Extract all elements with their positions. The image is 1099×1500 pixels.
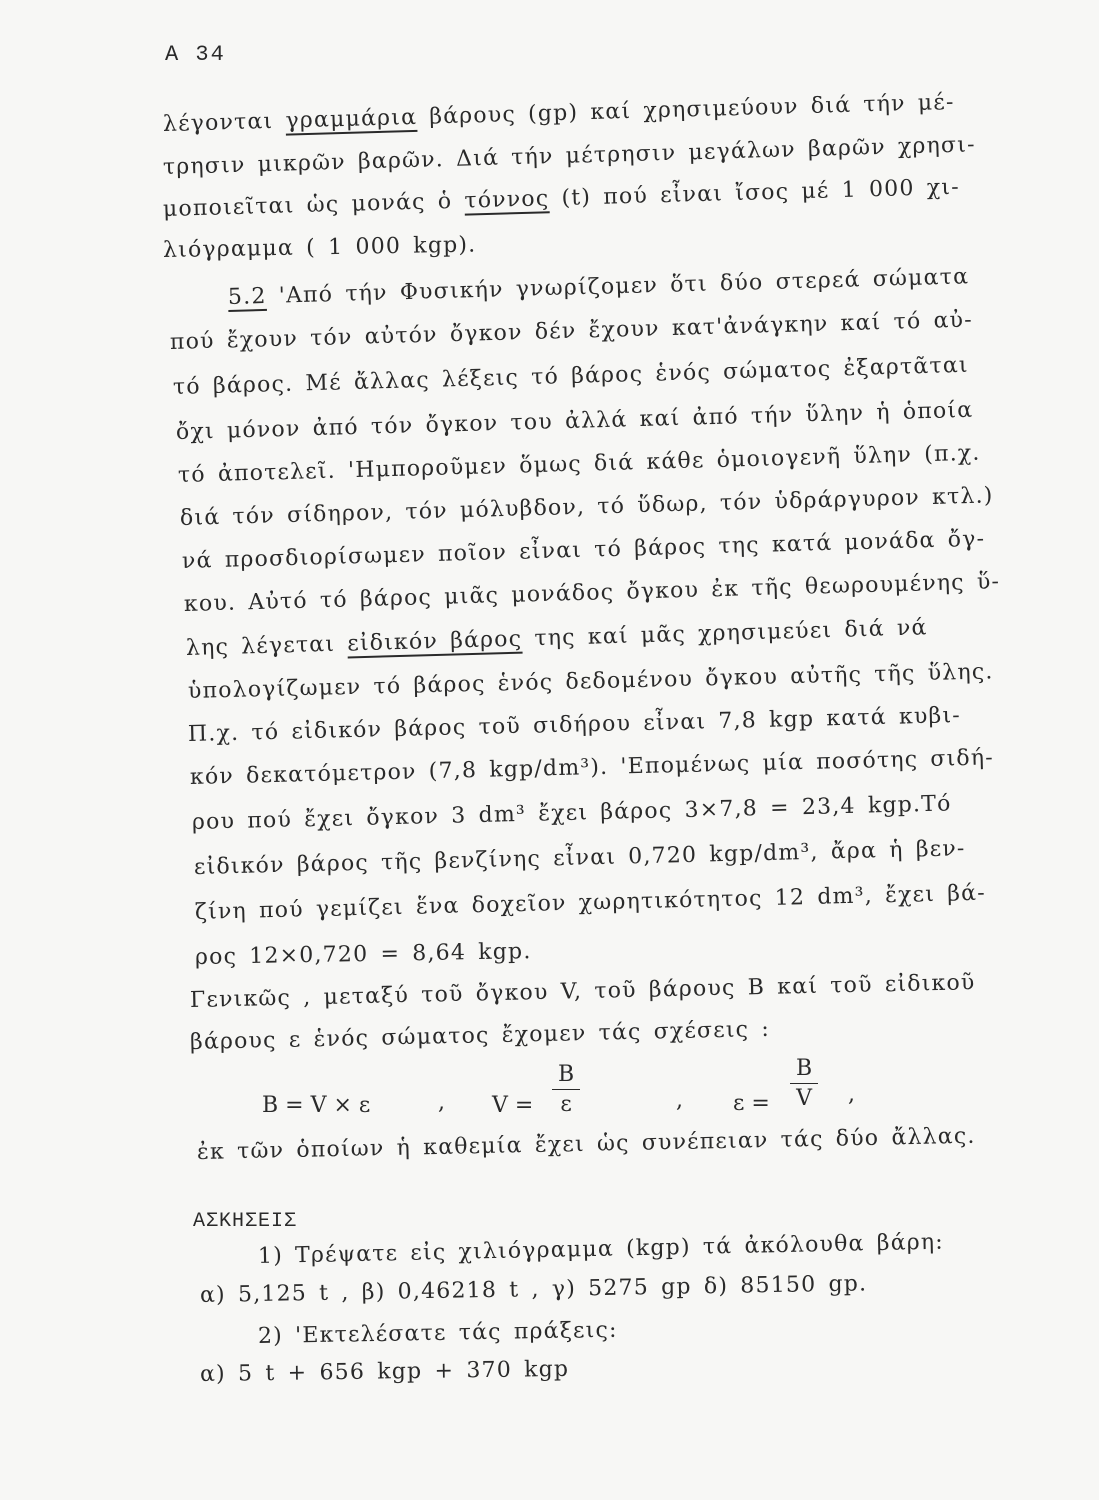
formula-v-fraction [552, 1062, 580, 1117]
text-line: τό ἀποτελεῖ. 'Ημποροῦμεν ὅμως διά κάθε ὁμοιογενῆ ὕλην (π.χ. [177, 440, 981, 488]
text-line: ζίνη πού γεμίζει ἕνα δοχεῖον χωρητικότητος 12 dm³, ἔχει βά- [194, 880, 987, 925]
formula-comma: , [438, 1090, 445, 1115]
term-tonnos: τόννος [464, 186, 550, 214]
text-span: 'Από τήν Φυσικήν γνωρίζομεν ὅτι δύο στερεά σώματα [278, 264, 970, 309]
fraction-numerator: B [552, 1062, 580, 1090]
text-line: Γενικῶς , μεταξύ τοῦ ὄγκου V, τοῦ βάρους B καί τοῦ εἰδικοῦ [189, 970, 976, 1013]
text-line [186, 615, 928, 661]
text-line: ὄχι μόνον ἀπό τόν ὄγκον του ἀλλά καί ἀπό τήν ὕλην ἡ ὁποία [175, 397, 974, 445]
exercise-2: 2) 'Εκτελέσατε τάς πράξεις: [257, 1317, 618, 1349]
exercises-heading: ΑΣΚΗΣΕΙΣ [193, 1210, 298, 1233]
exercise-1: 1) Τρέψατε εἰς χιλιόγραμμα (kgp) τά ἀκόλουθα βάρη: [257, 1229, 945, 1269]
fraction-denominator: V [796, 1086, 813, 1111]
text-line: πού ἔχουν τόν αὐτόν ὄγκον δέν ἔχουν κατ'ἀνάγκην καί τό αὐ- [169, 307, 974, 355]
formula-comma: , [848, 1082, 855, 1107]
exercise-1-items: α) 5,125 t , β) 0,46218 t , γ) 5275 gp δ) 85150 gp. [199, 1271, 868, 1308]
text-line: Π.χ. τό εἰδικόν βάρος τοῦ σιδήρου εἶναι 7,8 kgp κατά κυβι- [187, 703, 962, 747]
text-line [163, 175, 960, 222]
text-line: ρος 12×0,720 = 8,64 kgp. [194, 939, 532, 970]
text-line [228, 264, 970, 310]
term-grammaria: γραμμάρια [285, 104, 418, 134]
text-line: κου. Αὐτό τό βάρος μιᾶς μονάδος ὄγκου ἐκ τῆς θεωρουμένης ὕ- [183, 569, 1001, 617]
text-line: λιόγραμμα ( 1 000 kgp). [162, 232, 477, 263]
text-line: τρησιν μικρῶν βαρῶν. Διά τήν μέτρησιν μεγάλων βαρῶν χρησι- [162, 132, 977, 180]
section-number: 5.2 [227, 283, 267, 310]
text-line [163, 90, 955, 137]
text-span: βάρους (gp) καί χρησιμεύουν διά τήν μέ- [428, 89, 955, 130]
text-line: κόν δεκατόμετρον (7,8 kgp/dm³). 'Επομένως μία ποσότης σιδή- [189, 745, 995, 790]
text-span: λέγονται [162, 108, 274, 137]
text-line: διά τόν σίδηρον, τόν μόλυβδον, τό ὕδωρ, τόν ὑδράργυρον κτλ.) [179, 483, 994, 531]
formula-b: B = V × ε [262, 1093, 371, 1118]
formula-comma: , [676, 1088, 683, 1113]
formula-e-fraction [790, 1056, 818, 1111]
text-span: μοποιεῖται ὡς μονάς ὁ [162, 188, 453, 222]
text-line: βάρους ε ἑνός σώματος ἔχομεν τάς σχέσεις : [189, 1016, 771, 1055]
page-number: A 34 [165, 42, 226, 67]
text-line: ἐκ τῶν ὁποίων ἡ καθεμία ἔχει ὡς συνέπειαν τάς δύο ἄλλας. [196, 1123, 976, 1165]
exercise-2-items: α) 5 t + 656 kgp + 370 kgp [199, 1356, 570, 1387]
text-span: λης λέγεται [185, 631, 336, 661]
text-span: της καί μᾶς χρησιμεύει διά νά [534, 615, 928, 652]
text-span: (t) πού εἶναι ἴσος μέ 1 000 χι- [561, 174, 961, 211]
term-eidikon-varos: εἰδικόν βάρος [346, 626, 523, 657]
formula-v-lhs: V = [492, 1093, 534, 1118]
text-line: τό βάρος. Μέ ἄλλας λέξεις τό βάρος ἑνός σώματος ἐξαρτᾶται [172, 352, 969, 400]
text-line: νά προσδιορίσωμεν ποῖον εἶναι τό βάρος της κατά μονάδα ὄγ- [181, 526, 986, 574]
fraction-numerator: B [790, 1056, 818, 1084]
text-line: εἰδικόν βάρος τῆς βενζίνης εἶναι 0,720 kgp/dm³, ἄρα ἡ βεν- [193, 836, 966, 880]
formula-e-lhs: ε = [733, 1091, 770, 1116]
text-line: ρου πού ἔχει ὄγκον 3 dm³ ἔχει βάρος 3×7,8 = 23,4 kgp.Τό [191, 791, 952, 835]
fraction-denominator: ε [560, 1092, 572, 1117]
text-line: ὑπολογίζωμεν τό βάρος ἑνός δεδομένου ὄγκου αὐτῆς τῆς ὕλης. [187, 659, 994, 704]
